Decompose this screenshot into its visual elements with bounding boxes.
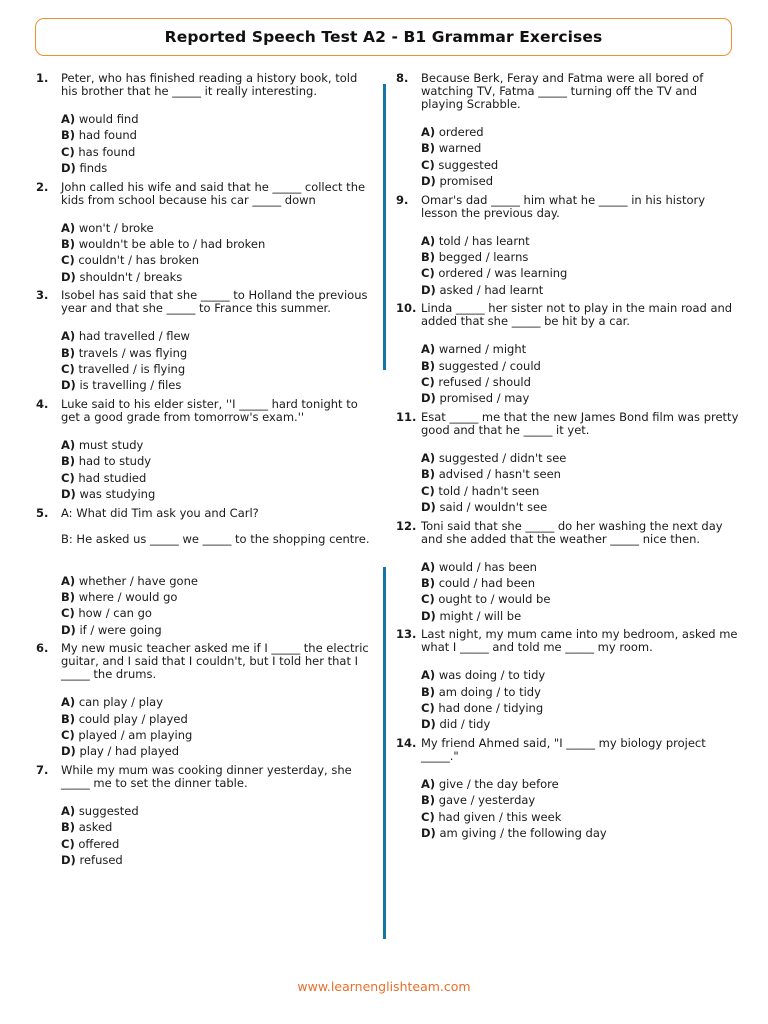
option-text: said / wouldn't see: [439, 500, 548, 515]
option-letter: A): [61, 437, 76, 452]
question: [396, 302, 741, 407]
option-text: can play / play: [78, 695, 164, 710]
option-text: am giving / the following day: [439, 825, 607, 840]
answer-option[interactable]: [421, 809, 741, 825]
question-text: Because Berk, Feray and Fatma were all bored of watching TV, Fatma _____ turning off the TV and playing Scrabble.: [421, 71, 704, 111]
option-text: was doing / to tidy: [438, 668, 546, 683]
option-letter: D): [61, 269, 76, 284]
option-letter: A): [61, 220, 76, 235]
answer-options: [61, 437, 376, 503]
answer-option[interactable]: [421, 249, 741, 265]
answer-option[interactable]: [61, 361, 376, 377]
answer-option[interactable]: [421, 450, 741, 466]
answer-options: [421, 450, 741, 516]
option-text: how / can go: [78, 606, 152, 621]
option-text: give / the day before: [438, 776, 559, 791]
option-text: whether / have gone: [78, 573, 198, 588]
option-letter: C): [61, 362, 75, 377]
option-letter: A): [61, 695, 76, 710]
option-letter: C): [61, 836, 75, 851]
question-text: Luke said to his elder sister, ''I _____ hard tonight to get a good grade from tomorrow's exam.'': [61, 396, 358, 424]
question: [396, 411, 741, 516]
option-letter: D): [61, 487, 76, 502]
answer-option[interactable]: [421, 466, 741, 482]
answer-options: [421, 559, 741, 625]
question: [36, 289, 376, 394]
answer-option[interactable]: [421, 684, 741, 700]
answer-option[interactable]: [61, 437, 376, 453]
option-letter: A): [61, 573, 76, 588]
option-letter: D): [421, 825, 436, 840]
answer-option[interactable]: [421, 575, 741, 591]
option-text: if / were going: [79, 622, 162, 637]
column-divider-bottom: [383, 567, 386, 939]
question-text: While my mum was cooking dinner yesterday, she _____ me to set the dinner table.: [61, 762, 352, 790]
option-text: had studied: [78, 470, 147, 485]
option-letter: D): [421, 500, 436, 515]
answer-option[interactable]: [61, 160, 376, 176]
option-letter: B): [61, 128, 76, 143]
option-letter: D): [61, 378, 76, 393]
answer-option[interactable]: [61, 377, 376, 393]
answer-option[interactable]: [61, 470, 376, 486]
answer-option[interactable]: [61, 852, 376, 868]
option-letter: B): [421, 684, 436, 699]
question: [396, 520, 741, 625]
answer-option[interactable]: [421, 233, 741, 249]
answer-options: [421, 776, 741, 842]
answer-option[interactable]: [61, 589, 376, 605]
option-text: suggested: [438, 157, 499, 172]
option-letter: C): [421, 700, 435, 715]
option-letter: A): [421, 342, 436, 357]
answer-option[interactable]: [421, 499, 741, 515]
option-text: shouldn't / breaks: [79, 269, 183, 284]
option-letter: C): [61, 470, 75, 485]
option-letter: C): [61, 144, 75, 159]
question-text: John called his wife and said that he _____ collect the kids from school because his car _____ down: [61, 179, 366, 207]
answer-option[interactable]: [421, 700, 741, 716]
question-extra-text: B: He asked us _____ we _____ to the shopping centre.: [61, 531, 370, 546]
option-text: had given / this week: [438, 809, 562, 824]
question: [36, 181, 376, 286]
answer-option[interactable]: [421, 825, 741, 841]
option-text: is travelling / files: [79, 378, 182, 393]
question-text: A: What did Tim ask you and Carl?: [61, 505, 259, 520]
option-text: suggested / didn't see: [438, 450, 567, 465]
answer-options: [61, 573, 376, 639]
question-number: 4.: [36, 396, 49, 411]
option-text: was studying: [79, 487, 156, 502]
answer-option[interactable]: [61, 622, 376, 638]
option-text: finds: [79, 161, 108, 176]
option-letter: D): [61, 622, 76, 637]
option-text: might / will be: [439, 608, 522, 623]
option-letter: D): [421, 608, 436, 623]
option-text: suggested: [78, 803, 139, 818]
option-letter: D): [61, 161, 76, 176]
option-text: has found: [78, 144, 136, 159]
option-letter: D): [61, 744, 76, 759]
question: [396, 194, 741, 299]
option-letter: A): [421, 776, 436, 791]
answer-options: [421, 667, 741, 733]
answer-option[interactable]: [61, 345, 376, 361]
option-letter: B): [421, 575, 436, 590]
option-text: played / am playing: [78, 727, 193, 742]
answer-options: [61, 803, 376, 869]
question: [396, 737, 741, 842]
answer-option[interactable]: [61, 453, 376, 469]
option-letter: A): [61, 329, 76, 344]
question-text: Last night, my mum came into my bedroom, asked me what I _____ and told me _____ my room.: [421, 627, 738, 655]
answer-options: [61, 328, 376, 394]
option-text: travels / was flying: [78, 345, 188, 360]
question-text: Isobel has said that she _____ to Holland the previous year and that she _____ to France this summer.: [61, 288, 368, 316]
option-letter: B): [421, 141, 436, 156]
question-text: Omar's dad _____ him what he _____ in his history lesson the previous day.: [421, 192, 706, 220]
answer-options: [61, 694, 376, 760]
option-letter: B): [421, 250, 436, 265]
option-text: asked / had learnt: [439, 282, 544, 297]
option-letter: C): [421, 157, 435, 172]
answer-option[interactable]: [421, 374, 741, 390]
question-number: 12.: [396, 518, 417, 533]
right-column: [396, 72, 741, 845]
answer-option[interactable]: [421, 591, 741, 607]
answer-option[interactable]: [421, 282, 741, 298]
question-number: 6.: [36, 641, 49, 656]
option-letter: B): [61, 237, 76, 252]
option-text: ought to / would be: [438, 592, 551, 607]
question: [36, 764, 376, 869]
option-text: ordered / was learning: [438, 266, 568, 281]
option-text: suggested / could: [438, 358, 541, 373]
option-letter: C): [421, 809, 435, 824]
question-number: 10.: [396, 301, 417, 316]
answer-option[interactable]: [61, 605, 376, 621]
answer-option[interactable]: [61, 711, 376, 727]
answer-option[interactable]: [421, 483, 741, 499]
option-text: would / has been: [438, 559, 537, 574]
answer-option[interactable]: [421, 265, 741, 281]
answer-option[interactable]: [61, 836, 376, 852]
question-number: 8.: [396, 71, 409, 85]
option-text: play / had played: [79, 744, 180, 759]
question: [396, 72, 741, 190]
answer-option[interactable]: [61, 486, 376, 502]
option-letter: B): [421, 793, 436, 808]
answer-option[interactable]: [61, 111, 376, 127]
page-title: Reported Speech Test A2 - B1 Grammar Exercises: [164, 28, 603, 46]
option-letter: A): [421, 668, 436, 683]
question: [36, 398, 376, 503]
option-text: asked: [78, 820, 113, 835]
title-box: [35, 18, 732, 56]
option-letter: C): [421, 592, 435, 607]
option-letter: C): [421, 375, 435, 390]
option-letter: A): [61, 112, 76, 126]
option-letter: B): [421, 467, 436, 482]
option-text: had to study: [78, 454, 152, 469]
option-letter: A): [421, 233, 436, 248]
option-letter: D): [421, 282, 436, 297]
answer-options: [421, 124, 741, 190]
answer-option[interactable]: [61, 144, 376, 160]
option-text: did / tidy: [439, 717, 491, 732]
answer-option[interactable]: [421, 140, 741, 156]
option-letter: B): [61, 454, 76, 469]
answer-options: [61, 111, 376, 177]
answer-option[interactable]: [421, 716, 741, 732]
answer-option[interactable]: [421, 559, 741, 575]
answer-option[interactable]: [61, 236, 376, 252]
answer-option[interactable]: [421, 124, 741, 140]
answer-option[interactable]: [61, 328, 376, 344]
option-letter: A): [421, 559, 436, 574]
option-text: travelled / is flying: [78, 362, 186, 377]
option-letter: A): [421, 125, 436, 139]
option-letter: B): [421, 358, 436, 373]
option-letter: C): [61, 253, 75, 268]
answer-option[interactable]: [61, 819, 376, 835]
option-text: told / hadn't seen: [438, 483, 540, 498]
question-text: Peter, who has finished reading a history book, told his brother that he _____ it really interesting.: [61, 71, 358, 98]
question-number: 11.: [396, 409, 417, 424]
option-text: advised / hasn't seen: [438, 467, 561, 482]
option-text: had travelled / flew: [78, 329, 190, 344]
option-text: wouldn't be able to / had broken: [78, 237, 266, 252]
option-text: am doing / to tidy: [438, 684, 541, 699]
option-text: could play / played: [78, 711, 188, 726]
answer-option[interactable]: [61, 743, 376, 759]
option-letter: B): [61, 345, 76, 360]
option-letter: D): [421, 391, 436, 406]
answer-option[interactable]: [61, 727, 376, 743]
option-letter: C): [421, 266, 435, 281]
answer-option[interactable]: [61, 803, 376, 819]
option-text: won't / broke: [78, 220, 154, 235]
option-text: had found: [78, 128, 137, 143]
left-column: [36, 72, 376, 872]
answer-option[interactable]: [61, 252, 376, 268]
option-text: couldn't / has broken: [78, 253, 200, 268]
question-number: 9.: [396, 192, 409, 207]
answer-option[interactable]: [61, 694, 376, 710]
question-text: Linda _____ her sister not to play in the main road and added that she _____ be hit by a car.: [421, 301, 733, 329]
option-text: begged / learns: [438, 250, 529, 265]
answer-option[interactable]: [61, 127, 376, 143]
question: [36, 507, 376, 639]
answer-options: [421, 341, 741, 407]
option-text: warned / might: [438, 342, 527, 357]
question-text: My new music teacher asked me if I _____ the electric guitar, and I said that I couldn't, but I told her that I _____ the drums.: [61, 641, 369, 682]
option-letter: C): [421, 483, 435, 498]
question: [396, 628, 741, 733]
option-text: could / had been: [438, 575, 536, 590]
answer-option[interactable]: [421, 776, 741, 792]
option-text: where / would go: [78, 589, 178, 604]
option-text: promised: [439, 174, 494, 189]
question-text: Esat _____ me that the new James Bond film was pretty good and that he _____ it yet.: [421, 409, 739, 437]
answer-options: [421, 233, 741, 299]
answer-option[interactable]: [421, 157, 741, 173]
question-number: 13.: [396, 627, 417, 642]
answer-option[interactable]: [421, 390, 741, 406]
option-text: must study: [78, 437, 144, 452]
question-number: 7.: [36, 762, 49, 777]
option-text: offered: [78, 836, 120, 851]
question: [36, 642, 376, 760]
option-letter: D): [61, 852, 76, 867]
answer-option[interactable]: [421, 667, 741, 683]
option-letter: C): [61, 606, 75, 621]
option-letter: A): [61, 803, 76, 818]
option-text: refused: [79, 852, 123, 867]
answer-option[interactable]: [61, 220, 376, 236]
question-number: 3.: [36, 288, 49, 303]
answer-options: [61, 220, 376, 286]
answer-option[interactable]: [61, 573, 376, 589]
option-text: promised / may: [439, 391, 530, 406]
question: [36, 72, 376, 177]
option-letter: B): [61, 711, 76, 726]
question-number: 1.: [36, 71, 49, 85]
answer-option[interactable]: [421, 792, 741, 808]
option-text: gave / yesterday: [438, 793, 536, 808]
question-number: 5.: [36, 505, 49, 520]
option-letter: D): [421, 174, 436, 189]
answer-option[interactable]: [421, 341, 741, 357]
answer-option[interactable]: [61, 269, 376, 285]
footer-url[interactable]: www.learnenglishteam.com: [297, 979, 471, 994]
question-number: 2.: [36, 179, 49, 194]
option-text: told / has learnt: [438, 233, 530, 248]
column-divider-top: [383, 84, 386, 370]
option-letter: A): [421, 450, 436, 465]
option-text: refused / should: [438, 375, 531, 390]
answer-option[interactable]: [421, 173, 741, 189]
option-text: ordered: [438, 125, 484, 139]
question-text: Toni said that she _____ do her washing the next day and she added that the weather _____ nice then.: [421, 518, 723, 546]
option-letter: D): [421, 717, 436, 732]
option-letter: C): [61, 727, 75, 742]
answer-option[interactable]: [421, 608, 741, 624]
option-letter: B): [61, 820, 76, 835]
option-text: would find: [78, 112, 139, 126]
option-letter: B): [61, 589, 76, 604]
answer-option[interactable]: [421, 358, 741, 374]
option-text: warned: [438, 141, 482, 156]
question-text: My friend Ahmed said, "I _____ my biology project _____.": [421, 735, 706, 763]
question-number: 14.: [396, 735, 417, 750]
option-text: had done / tidying: [438, 700, 544, 715]
